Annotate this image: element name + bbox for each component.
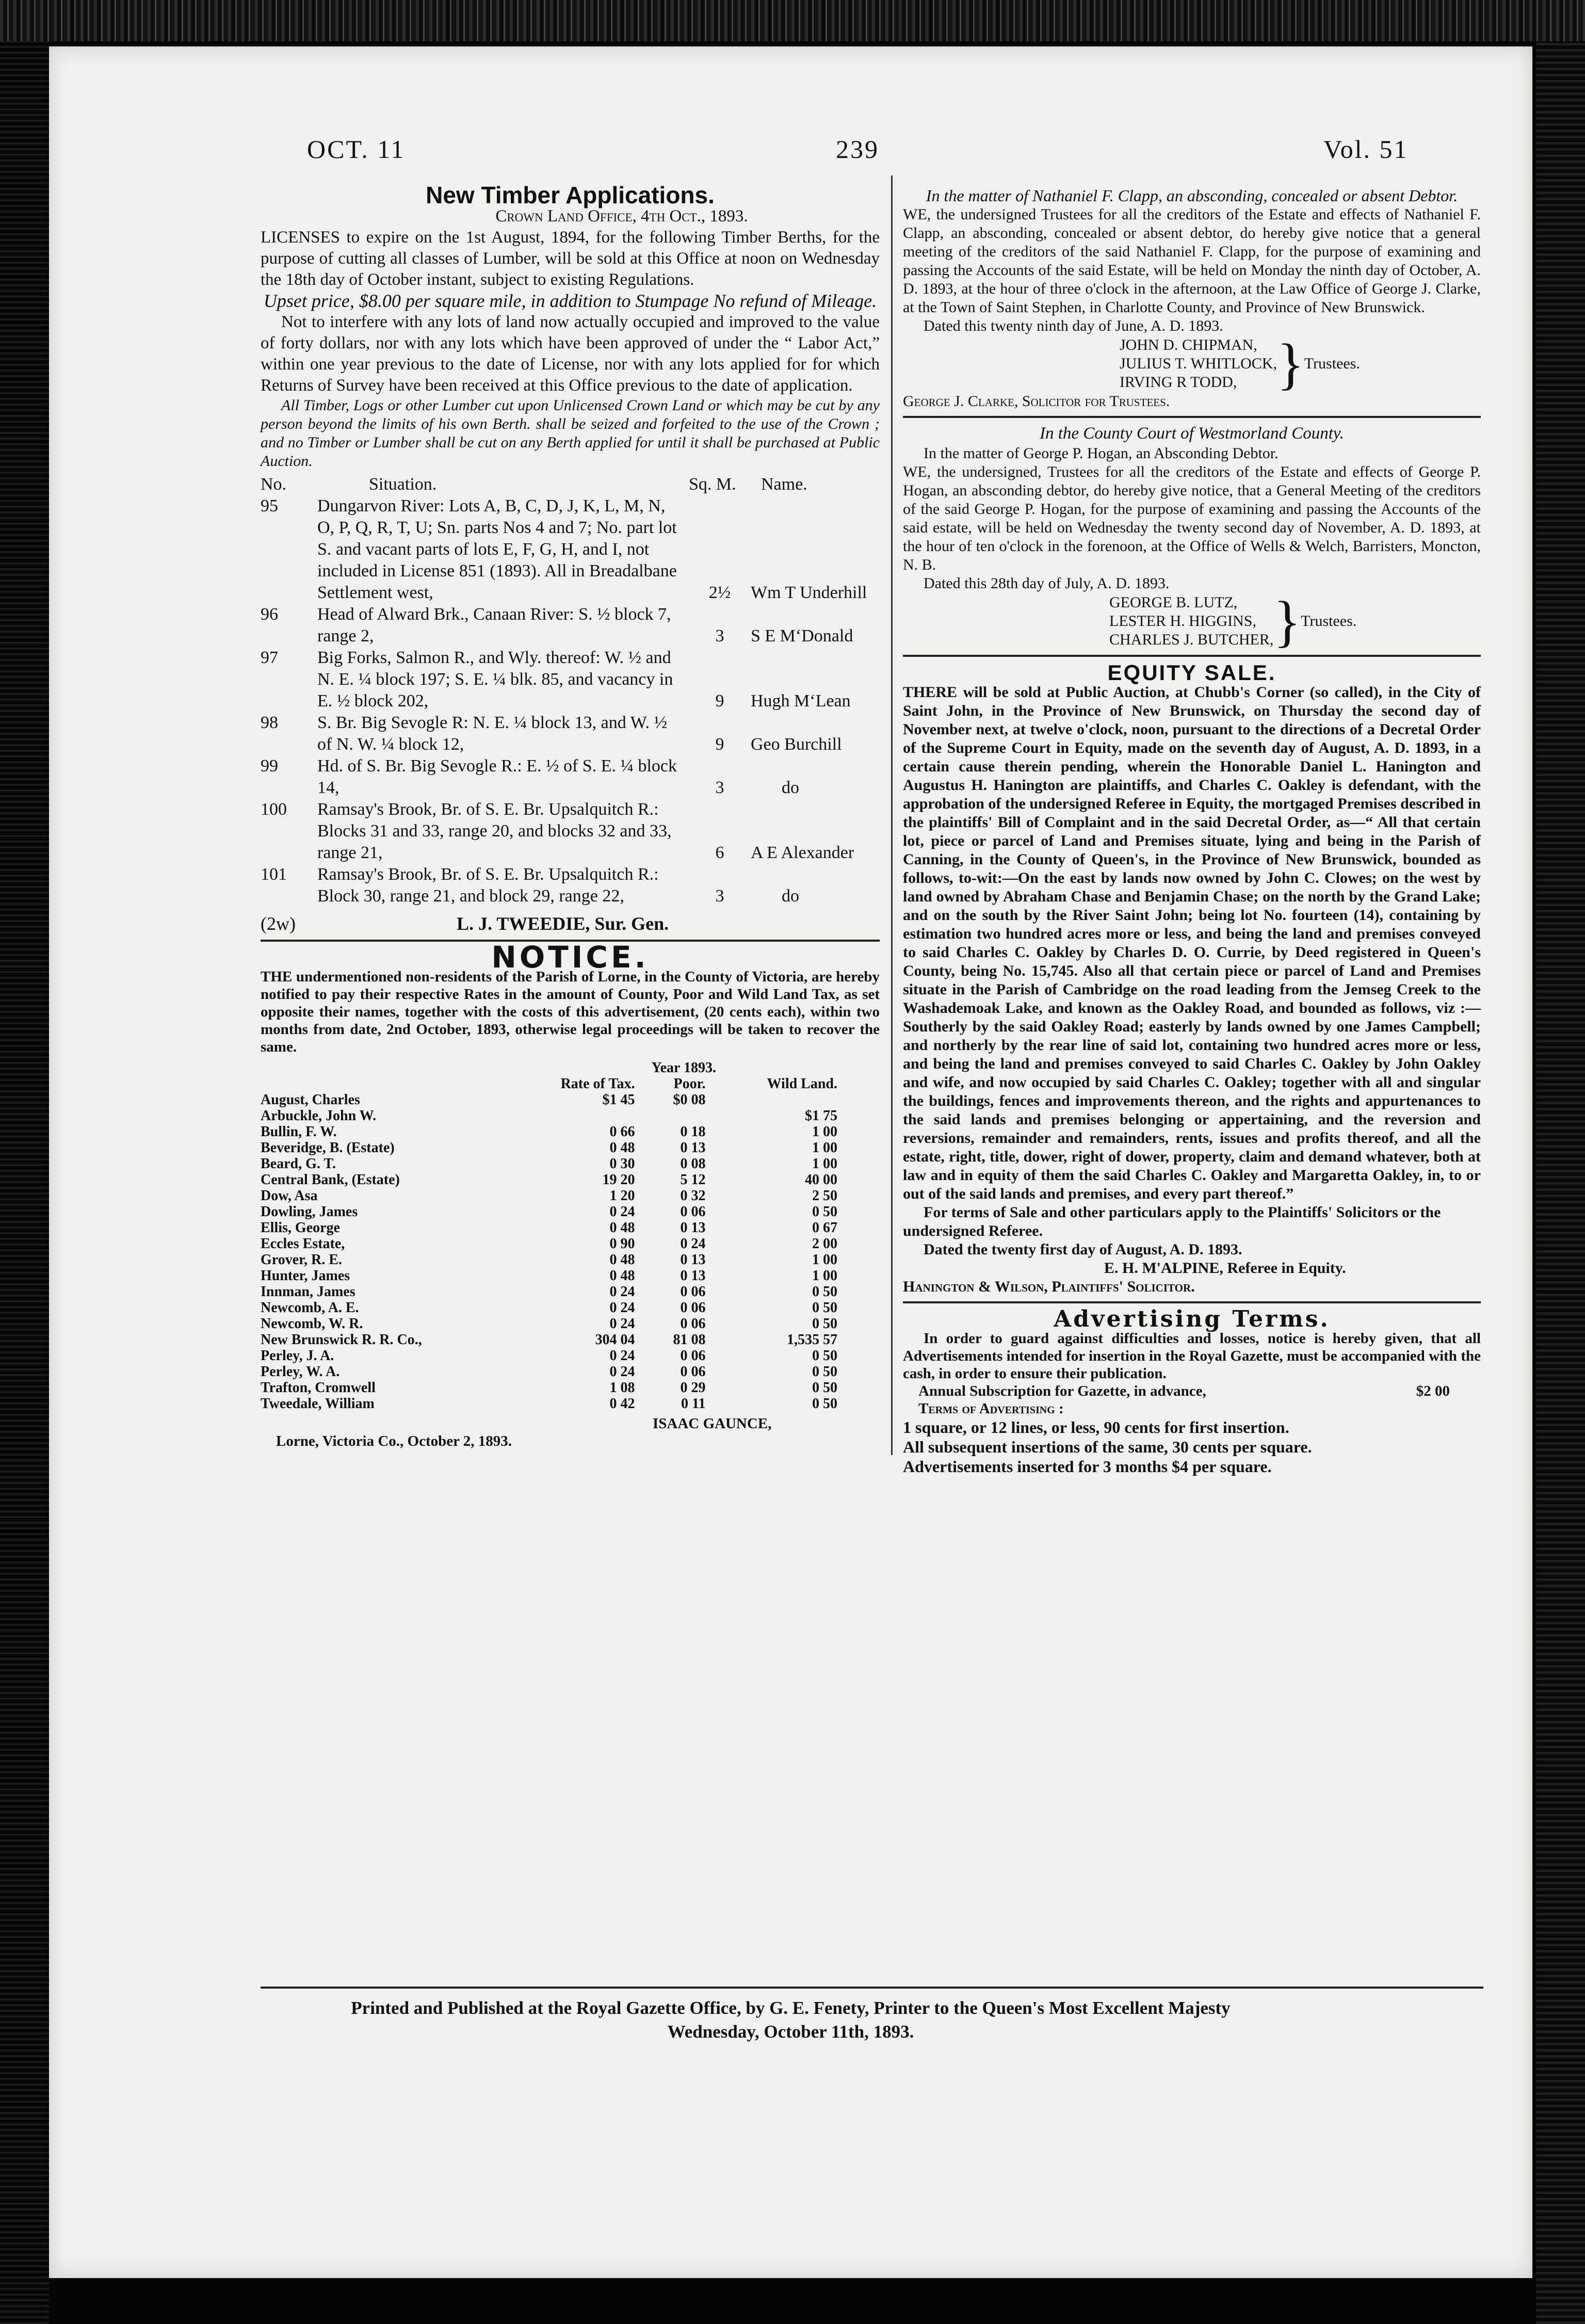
tax-wild: $1 75: [805, 1108, 837, 1124]
tax-wild: 0 50: [812, 1204, 837, 1220]
table-row: [261, 647, 880, 712]
film-edge-left: [0, 41, 49, 2324]
berth-sqm: 9: [715, 735, 724, 754]
tax-poor: 0 06: [680, 1300, 706, 1316]
tax-wild: 0 67: [812, 1220, 837, 1236]
tax-wild: 2 50: [812, 1188, 837, 1204]
tax-name: Trafton, Cromwell: [261, 1380, 376, 1396]
table-row: [261, 1156, 849, 1172]
table-row: [261, 755, 880, 799]
table-row: [261, 1268, 849, 1284]
table-row: [261, 1188, 849, 1204]
timber-intro: LICENSES to expire on the 1st August, 1894, for the following Timber Berths, for the purpose of cutting all classes of Lumber, will be sold at this Office at noon on Wednesday the 18th day of October instant, subject to existing Regulations.: [261, 228, 880, 289]
berth-name: do: [782, 778, 799, 797]
col-name: Name.: [761, 475, 807, 494]
tax-poor: 0 08: [680, 1156, 706, 1172]
tax-poor: 0 06: [680, 1204, 706, 1220]
timber-notice: [261, 182, 880, 934]
col-sqm: Sq. M.: [689, 475, 736, 494]
hogan-court: In the County Court of Westmorland County.: [1039, 424, 1345, 443]
tax-wild: 0 50: [812, 1316, 837, 1332]
advertising-title: Advertising Terms.: [1054, 1306, 1330, 1332]
tax-name: Perley, W. A.: [261, 1364, 340, 1380]
berths-header-row: [261, 474, 880, 495]
table-row: [261, 1332, 849, 1348]
table-row: [261, 1236, 849, 1252]
trustee-name: JULIUS T. WHITLOCK,: [1120, 355, 1277, 372]
tax-poor: 81 08: [673, 1332, 706, 1348]
table-row: [261, 799, 880, 864]
tax-wild: 1,535 57: [787, 1332, 837, 1348]
clapp-solicitor: George J. Clarke, Solicitor for Trustees.: [903, 393, 1170, 410]
table-row: [261, 1092, 849, 1108]
equity-body: THERE will be sold at Public Auction, at Chubb's Corner (so called), in the City of Saint John, in the Province of New Brunswick, on Thursday the second day of November next, at twelve o'clock, noon, pursuant to the directions of a Decretal Order of the Supreme Court in Equity, made on the seventh day of August, A. D. 1893, in a certain cause therein pending, wherein the Honorable Daniel L. Hanington and Augustus H. Hanington are plaintiffs, and Charles C. Oakley is defendant, with the approbation of the undersigned Referee in Equity, the mortgaged Premises described in the plaintiffs' Bill of Complaint and in the said Decretal Order, as—“ All that certain lot, piece or parcel of Land and Premises situate, lying and being in the Parish of Canning, in the County of Queen's, in the Province of New Brunswick, bounded as follows, to-wit:—On the east by lands now owned by John C. Clowes; on the west by land owned by Abraham Chase and Benjamin Chase; on the north by the Grand Lake; and on the south by the River Saint John; being lot No. fourteen (14), containing by estimation two hundred acres more or less, and being the land and premises conveyed to said Charles C. Oakley by Charles D. O. Currie, by Deed registered in Queen's County, being No. 15,745. Also all that certain piece or parcel of Land and Premises situate in the Parish of Cambridge on the road leading from the Jemseg Creek to the Washademoak Lake, and known as the Oakley Road, and bounded as follows, viz :—Southerly by the said Oakley Road; easterly by lands owned by one James Campbell; and northerly by the rear line of said lot, containing two hundred acres more or less, and being the land and premises conveyed to said Charles C. Oakley by John Oakley and wife, and now occupied by said Charles C. Oakley; together with all and singular the buildings, fences and improvements thereon, and the rights and appurtenances to the said lands and premises belonging or appertaining, and the reversion and reversions, remainder and remainders, rents, issues and profits thereof, and all the estate, right, title, dower, right of dower, property, claim and demand whatever, both at law and in equity of them the said Charles C. Oakley and Margaretta Oakley, in, to or out of the said lands and premises, and every part thereof.”: [903, 684, 1481, 1202]
berth-no: 101: [261, 865, 287, 884]
tax-wild: 1 00: [812, 1268, 837, 1284]
berth-sqm: 2½: [708, 583, 731, 602]
berth-sqm: 9: [715, 691, 724, 711]
table-row: [261, 1316, 849, 1332]
berth-no: 97: [261, 648, 278, 667]
header-volume: Vol. 51: [1323, 135, 1409, 164]
tax-wild: 1 00: [812, 1124, 837, 1140]
timber-berths-table: [261, 474, 880, 907]
berth-no: 96: [261, 605, 278, 624]
tax-rate: 0 90: [609, 1236, 635, 1252]
tax-name: Arbuckle, John W.: [261, 1108, 377, 1124]
tax-name: Perley, J. A.: [261, 1348, 334, 1364]
section-rule: [903, 416, 1481, 418]
trustee-name: GEORGE B. LUTZ,: [1109, 594, 1238, 611]
col-wild: Wild Land.: [767, 1076, 837, 1092]
table-row: [261, 604, 880, 647]
berth-name: Hugh M‘Lean: [751, 691, 851, 711]
brace-glyph: }: [1273, 590, 1301, 653]
tax-wild: 1 00: [812, 1252, 837, 1268]
terms-heading: Terms of Advertising :: [918, 1400, 1064, 1417]
table-row: [261, 1380, 849, 1396]
hogan-body: WE, the undersigned, Trustees for all the creditors of the Estate and effects of George P. Hogan, an absconding debtor, do hereby give notice, that a General Meeting of the creditors of the said George P. Hogan, for the purpose of examining and passing the Accounts of the said estate, will be held on Wednesday the twenty second day of November, A. D. 1893, at the hour of ten o'clock in the forenoon, at the Office of Wells & Welch, Barristers, Moncton, N. B.: [903, 463, 1481, 573]
timber-title: New Timber Applications.: [426, 182, 715, 208]
tax-name: Newcomb, W. R.: [261, 1316, 363, 1332]
col-situation: Situation.: [369, 475, 437, 494]
tax-poor: [646, 1108, 717, 1124]
trustee-name: IRVING R TODD,: [1120, 374, 1237, 391]
tax-wild: [717, 1092, 849, 1108]
berth-no: 98: [261, 713, 278, 732]
berth-name: A E Alexander: [751, 843, 854, 862]
tax-wild: 2 00: [812, 1236, 837, 1252]
berth-sqm: 6: [715, 843, 724, 862]
berth-situation: Head of Alward Brk., Canaan River: S. ½ block 7, range 2,: [317, 605, 671, 645]
trustees-label: Trustees.: [1304, 355, 1360, 372]
tax-wild: 1 00: [812, 1140, 837, 1156]
tax-year-row: [261, 1060, 849, 1076]
equity-title: EQUITY SALE.: [1107, 660, 1276, 685]
tax-name: Beveridge, B. (Estate): [261, 1140, 395, 1156]
tax-wild: 1 00: [812, 1156, 837, 1172]
terms-line: Advertisements inserted for 3 months $4 per square.: [903, 1457, 1272, 1476]
table-row: [261, 495, 880, 604]
tax-header-row: [261, 1076, 849, 1092]
col-rate: Rate of Tax.: [560, 1076, 635, 1092]
berth-situation: Big Forks, Salmon R., and Wly. thereof: W. ½ and N. E. ¼ block 197; S. E. ¼ blk. 85, and vacancy in E. ½ block 202,: [317, 648, 673, 711]
tax-name: Grover, R. E.: [261, 1252, 342, 1268]
right-column: [903, 186, 1481, 1476]
tax-name: Tweedale, William: [261, 1396, 375, 1412]
tax-poor: 0 06: [680, 1364, 706, 1380]
clapp-notice: [903, 186, 1481, 411]
tax-rate: $1 45: [602, 1092, 635, 1108]
section-rule: [903, 1301, 1481, 1303]
advertising-body: In order to guard against difficulties and losses, notice is hereby given, that all Advertisements intended for insertion in the Royal Gazette, must be accompanied with the cash, in order to ensure their publication.: [903, 1330, 1481, 1382]
tax-rate: 0 24: [609, 1364, 635, 1380]
tax-rate: 0 24: [609, 1316, 635, 1332]
notice-body: THE undermentioned non-residents of the Parish of Lorne, in the County of Victoria, are hereby notified to pay their respective Rates in the amount of County, Poor and Wild Land Tax, as set opposite their names, together with the costs of this advertisement, (20 cents each), within two months from date, 2nd October, 1893, otherwise legal proceedings will be taken to recover the same.: [261, 969, 880, 1055]
table-row: [261, 1140, 849, 1156]
equity-dated: Dated the twenty first day of August, A. D. 1893.: [924, 1241, 1242, 1258]
timber-signature: L. J. TWEEDIE, Sur. Gen.: [457, 913, 669, 934]
tax-wild: 0 50: [812, 1348, 837, 1364]
tax-rate: 1 20: [609, 1188, 635, 1204]
tax-rate: 304 04: [595, 1332, 635, 1348]
clapp-body: WE, the undersigned Trustees for all the creditors of the Estate and effects of Nathaniel F. Clapp, an absconding, concealed or absent debtor, do hereby give notice that a general meeting of the creditors of the said Nathaniel F. Clapp, for the purpose of examining and passing the Accounts of the said Estate, will be held on Monday the ninth day of October, A. D. 1893, at the hour of three o'clock in the afternoon, at the Law Office of George J. Clarke, at the Town of Saint Stephen, in Charlotte County, and Province of New Brunswick.: [903, 206, 1481, 316]
table-row: [261, 1124, 849, 1140]
berth-sqm: 3: [715, 626, 724, 645]
tax-poor: 5 12: [680, 1172, 706, 1188]
timber-conditions: Not to interfere with any lots of land now actually occupied and improved to the value of forty dollars, nor with any lots which have been approved of under the “ Labor Act,” within one year previous to the date of License, nor with any lots applied for for which Returns of Survey have been received at this Office previous to the date of application.: [261, 313, 880, 395]
tax-wild: 0 50: [812, 1364, 837, 1380]
lorne-tax-notice: [261, 940, 880, 1450]
clapp-trustees: [1120, 332, 1481, 395]
tax-name: Ellis, George: [261, 1220, 340, 1236]
berth-no: 95: [261, 496, 278, 515]
berth-name: Geo Burchill: [751, 735, 842, 754]
tax-poor: 0 06: [680, 1284, 706, 1300]
tax-rate: 0 24: [609, 1300, 635, 1316]
timber-upset-price: Upset price, $8.00 per square mile, in addition to Stumpage No refund of Mileage.: [263, 290, 877, 311]
timber-warning: All Timber, Logs or other Lumber cut upon Unlicensed Crown Land or which may be cut by any person beyond the limits of his own Berth. shall be seized and forfeited to the use of the Crown ; and no Timber or Lumber shall be cut on any Berth applied for until it shall be purchased at Public Auction.: [261, 397, 880, 470]
hogan-trustees: [1109, 590, 1481, 653]
timber-dateline: Crown Land Office, 4th Oct., 1893.: [495, 207, 748, 225]
table-row: [261, 1364, 849, 1380]
table-row: [261, 1300, 849, 1316]
gazette-page: [49, 46, 1532, 2278]
tax-year: Year 1893.: [651, 1060, 716, 1076]
tax-rate: 0 30: [609, 1156, 635, 1172]
tax-poor: 0 24: [680, 1236, 706, 1252]
film-edge-right: [1536, 41, 1585, 2324]
imprint-line-1: Printed and Published at the Royal Gazette Office, by G. E. Fenety, Printer to the Queen's Most Excellent Majesty: [351, 1998, 1231, 2018]
tax-name: Eccles Estate,: [261, 1236, 345, 1252]
clapp-dated: Dated this twenty ninth day of June, A. D. 1893.: [924, 317, 1223, 334]
table-row: [261, 1348, 849, 1364]
equity-solicitors: Hanington & Wilson, Plaintiffs' Solicitor.: [903, 1278, 1195, 1295]
berth-situation: S. Br. Big Sevogle R: N. E. ¼ block 13, and W. ½ of N. W. ¼ block 12,: [317, 713, 668, 754]
table-row: [261, 1204, 849, 1220]
table-row: [261, 712, 880, 755]
tax-name: Innman, James: [261, 1284, 355, 1300]
tax-wild: 40 00: [805, 1172, 837, 1188]
tax-rate: 0 48: [609, 1252, 635, 1268]
tax-wild: 0 50: [812, 1396, 837, 1412]
terms-line: All subsequent insertions of the same, 30 cents per square.: [903, 1438, 1312, 1456]
tax-poor: 0 13: [680, 1140, 706, 1156]
tax-poor: 0 11: [681, 1396, 706, 1412]
table-row: [261, 1396, 849, 1412]
berth-sqm: 3: [715, 778, 724, 797]
header-date: OCT. 11: [307, 135, 406, 164]
table-row: [261, 1108, 849, 1124]
table-row: [261, 1172, 849, 1188]
berth-name: do: [782, 886, 799, 906]
notice-place-date: Lorne, Victoria Co., October 2, 1893.: [276, 1433, 512, 1449]
clapp-heading: In the matter of Nathaniel F. Clapp, an absconding, concealed or absent Debtor.: [926, 186, 1458, 205]
column-divider: [891, 175, 893, 1455]
berth-situation: Ramsay's Brook, Br. of S. E. Br. Upsalquitch R.: Blocks 31 and 33, range 20, and blocks 32 and 33, range 21,: [317, 800, 672, 862]
berth-situation: Hd. of S. Br. Big Sevogle R.: E. ½ of S. E. ¼ block 14,: [317, 756, 677, 797]
left-column: [261, 182, 880, 1450]
section-rule: [903, 655, 1481, 657]
table-row: [261, 864, 880, 907]
berth-name: S E M‘Donald: [751, 626, 853, 645]
equity-sale: [903, 662, 1481, 1296]
notice-signer: ISAAC GAUNCE,: [653, 1415, 772, 1432]
trustee-name: JOHN D. CHIPMAN,: [1120, 336, 1257, 353]
tax-rate: 1 08: [609, 1380, 635, 1396]
tax-rate: 0 24: [609, 1348, 635, 1364]
tax-poor: $0 08: [673, 1092, 706, 1108]
tax-poor: 0 13: [680, 1252, 706, 1268]
tax-poor: 0 18: [680, 1124, 706, 1140]
tax-wild: 0 50: [812, 1380, 837, 1396]
brace-glyph: }: [1276, 332, 1304, 395]
terms-line: 1 square, or 12 lines, or less, 90 cents for first insertion.: [903, 1418, 1289, 1437]
berth-situation: Dungarvon River: Lots A, B, C, D, J, K, L, M, N, O, P, Q, R, T, U; Sn. parts Nos 4 and 7; No. part lot S. and vacant parts of lots E, F, G, H, and I, not included in License 851 (1893). All in Breadalbane Settlement west,: [317, 496, 677, 602]
subscription-line: [903, 1382, 1481, 1400]
hogan-notice: [903, 423, 1481, 653]
imprint-line-2: Wednesday, October 11th, 1893.: [667, 2022, 914, 2042]
trustee-name: LESTER H. HIGGINS,: [1109, 612, 1256, 630]
notice-title: NOTICE.: [491, 940, 649, 975]
tax-table: [261, 1060, 849, 1412]
berth-no: 99: [261, 756, 278, 776]
table-row: [261, 1252, 849, 1268]
berth-no: 100: [261, 800, 287, 819]
col-poor: Poor.: [673, 1076, 706, 1092]
subscription-price: $2 00: [1416, 1383, 1450, 1399]
tax-rate: 0 48: [609, 1268, 635, 1284]
hogan-dated: Dated this 28th day of July, A. D. 1893.: [924, 575, 1170, 592]
berth-situation: Ramsay's Brook, Br. of S. E. Br. Upsalquitch R.: Block 30, range 21, and block 29, range 22,: [317, 865, 659, 906]
tax-poor: 0 13: [680, 1220, 706, 1236]
equity-terms: For terms of Sale and other particulars apply to the Plaintiffs' Solicitors or the undersigned Referee.: [903, 1204, 1441, 1239]
tax-rate: [508, 1108, 646, 1124]
table-row: [261, 1220, 849, 1236]
tax-rate: 0 42: [609, 1396, 635, 1412]
tax-poor: 0 32: [680, 1188, 706, 1204]
col-no: No.: [261, 475, 287, 494]
tax-wild: 0 50: [812, 1300, 837, 1316]
tax-name: Beard, G. T.: [261, 1156, 336, 1172]
tax-name: Central Bank, (Estate): [261, 1172, 400, 1188]
tax-poor: 0 29: [680, 1380, 706, 1396]
trustees-label: Trustees.: [1301, 612, 1357, 630]
tax-rate: 0 66: [609, 1124, 635, 1140]
insertion-count: (2w): [261, 913, 296, 934]
hogan-matter: In the matter of George P. Hogan, an Absconding Debtor.: [924, 445, 1279, 462]
tax-name: Hunter, James: [261, 1268, 350, 1284]
tax-poor: 0 06: [680, 1348, 706, 1364]
subscription-label: Annual Subscription for Gazette, in advance,: [918, 1383, 1206, 1399]
tax-name: Bullin, F. W.: [261, 1124, 337, 1140]
timber-signature-line: [261, 913, 880, 934]
header-page-number: 239: [836, 135, 879, 164]
equity-referee: E. H. M'ALPINE, Referee in Equity.: [1104, 1260, 1346, 1277]
tax-rate: 0 24: [609, 1284, 635, 1300]
tax-rate: 0 48: [609, 1140, 635, 1156]
tax-poor: 0 13: [680, 1268, 706, 1284]
tax-name: Dow, Asa: [261, 1188, 318, 1204]
tax-name: Dowling, James: [261, 1204, 358, 1220]
tax-name: New Brunswick R. R. Co.,: [261, 1332, 422, 1348]
berth-sqm: 3: [715, 886, 724, 906]
tax-rate: 0 48: [609, 1220, 635, 1236]
berth-name: Wm T Underhill: [751, 583, 867, 602]
trustee-name: CHARLES J. BUTCHER,: [1109, 631, 1274, 648]
tax-wild: 0 50: [812, 1284, 837, 1300]
film-edge-top: [0, 0, 1585, 41]
tax-poor: 0 06: [680, 1316, 706, 1332]
tax-name: August, Charles: [261, 1092, 360, 1108]
tax-name: Newcomb, A. E.: [261, 1300, 359, 1316]
table-row: [261, 1284, 849, 1300]
tax-rate: 19 20: [602, 1172, 635, 1188]
tax-rate: 0 24: [609, 1204, 635, 1220]
footer-rule: [261, 1987, 1483, 1989]
advertising-terms: [903, 1306, 1481, 1476]
